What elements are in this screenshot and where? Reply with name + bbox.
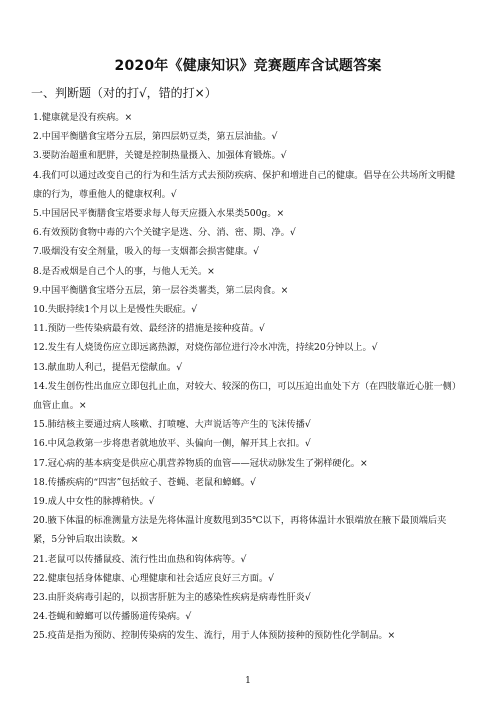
list-item: 12.发生有人烧烫伤应立即远离热源，对烧伤部位进行冷水冲洗，持续20分钟以上。√ <box>33 342 378 354</box>
list-item: 5.中国居民平衡膳食宝塔要求每人每天应摄入水果类500g。× <box>33 208 285 220</box>
list-item: 4.我们可以通过改变自己的行为和生活方式去预防疾病、保护和增进自己的健康。倡导在公共场所文明健康的行为，尊重他人的健康权利。√ <box>33 169 456 200</box>
list-item: 10.失眠持续1个月以上是慢性失眠症。√ <box>33 304 198 316</box>
list-item: 17.冠心病的基本病变是供应心肌营养物质的血管——冠状动脉发生了粥样硬化。× <box>33 457 368 469</box>
list-item: 16.中风急救第一步将患者就地放平、头偏向一侧，解开其上衣扣。√ <box>33 438 311 450</box>
list-item: 15.肺结核主要通过病人咳嗽、打喷嚏、大声说话等产生的飞沫传播√ <box>33 419 311 431</box>
list-item: 21.老鼠可以传播鼠疫、流行性出血热和钩体病等。√ <box>33 553 247 565</box>
list-item: 20.腋下体温的标准测量方法是先将体温计度数甩到35℃以下，再将体温计水银端放在腋下最顶端后夹紧，5分钟后取出读数。× <box>33 515 447 546</box>
list-item: 11.预防一些传染病最有效、最经济的措施是接种疫苗。√ <box>33 323 265 335</box>
question-list <box>33 108 463 646</box>
page-title: 2020年《健康知识》竞赛题库含试题答案 <box>114 58 382 74</box>
list-item: 23.由肝炎病毒引起的，以损害肝脏为主的感染性疾病是病毒性肝炎√ <box>33 592 311 604</box>
list-item: 14.发生创伤性出血应立即包扎止血，对较大、较深的伤口，可以压迫出血处下方（在四肢靠近心脏一侧）血管止血。× <box>33 380 462 412</box>
list-item: 18.传播疾病的“四害”包括蚊子、苍蝇、老鼠和蟑螂。√ <box>33 476 256 488</box>
list-item: 2.中国平衡膳食宝塔分五层，第四层奶豆类，第五层油盐。√ <box>33 131 278 143</box>
list-item: 25.疫苗是指为预防、控制传染病的发生、流行，用于人体预防接种的预防性化学制品。× <box>33 630 396 642</box>
list-item: 13.献血助人利己，提倡无偿献血。√ <box>33 361 183 373</box>
list-item: 9.中国平衡膳食宝塔分五层，第一层谷类薯类，第二层肉食。× <box>33 284 289 296</box>
list-item: 24.苍蝇和蟑螂可以传播肠道传染病。√ <box>33 611 192 623</box>
list-item: 19.成人中女性的脉搏稍快。√ <box>33 496 155 508</box>
list-item: 8.是否戒烟是自己个人的事，与他人无关。× <box>33 265 215 277</box>
list-item: 3.要防治超重和肥胖，关键是控制热量摄入、加强体育锻炼。√ <box>33 150 287 162</box>
list-item: 7.吸烟没有安全剂量，吸入的每一支烟都会损害健康。√ <box>33 246 259 258</box>
list-item: 22.健康包括身体健康、心理健康和社会适应良好三方面。√ <box>33 572 274 584</box>
page-number: 1 <box>245 676 251 686</box>
section-heading: 一、判断题（对的打√，错的打×） <box>31 86 217 100</box>
list-item: 6.有效预防食物中毒的六个关键字是选、分、消、密、期、净。√ <box>33 227 296 239</box>
list-item: 1.健康就是没有疾病。× <box>33 112 133 123</box>
